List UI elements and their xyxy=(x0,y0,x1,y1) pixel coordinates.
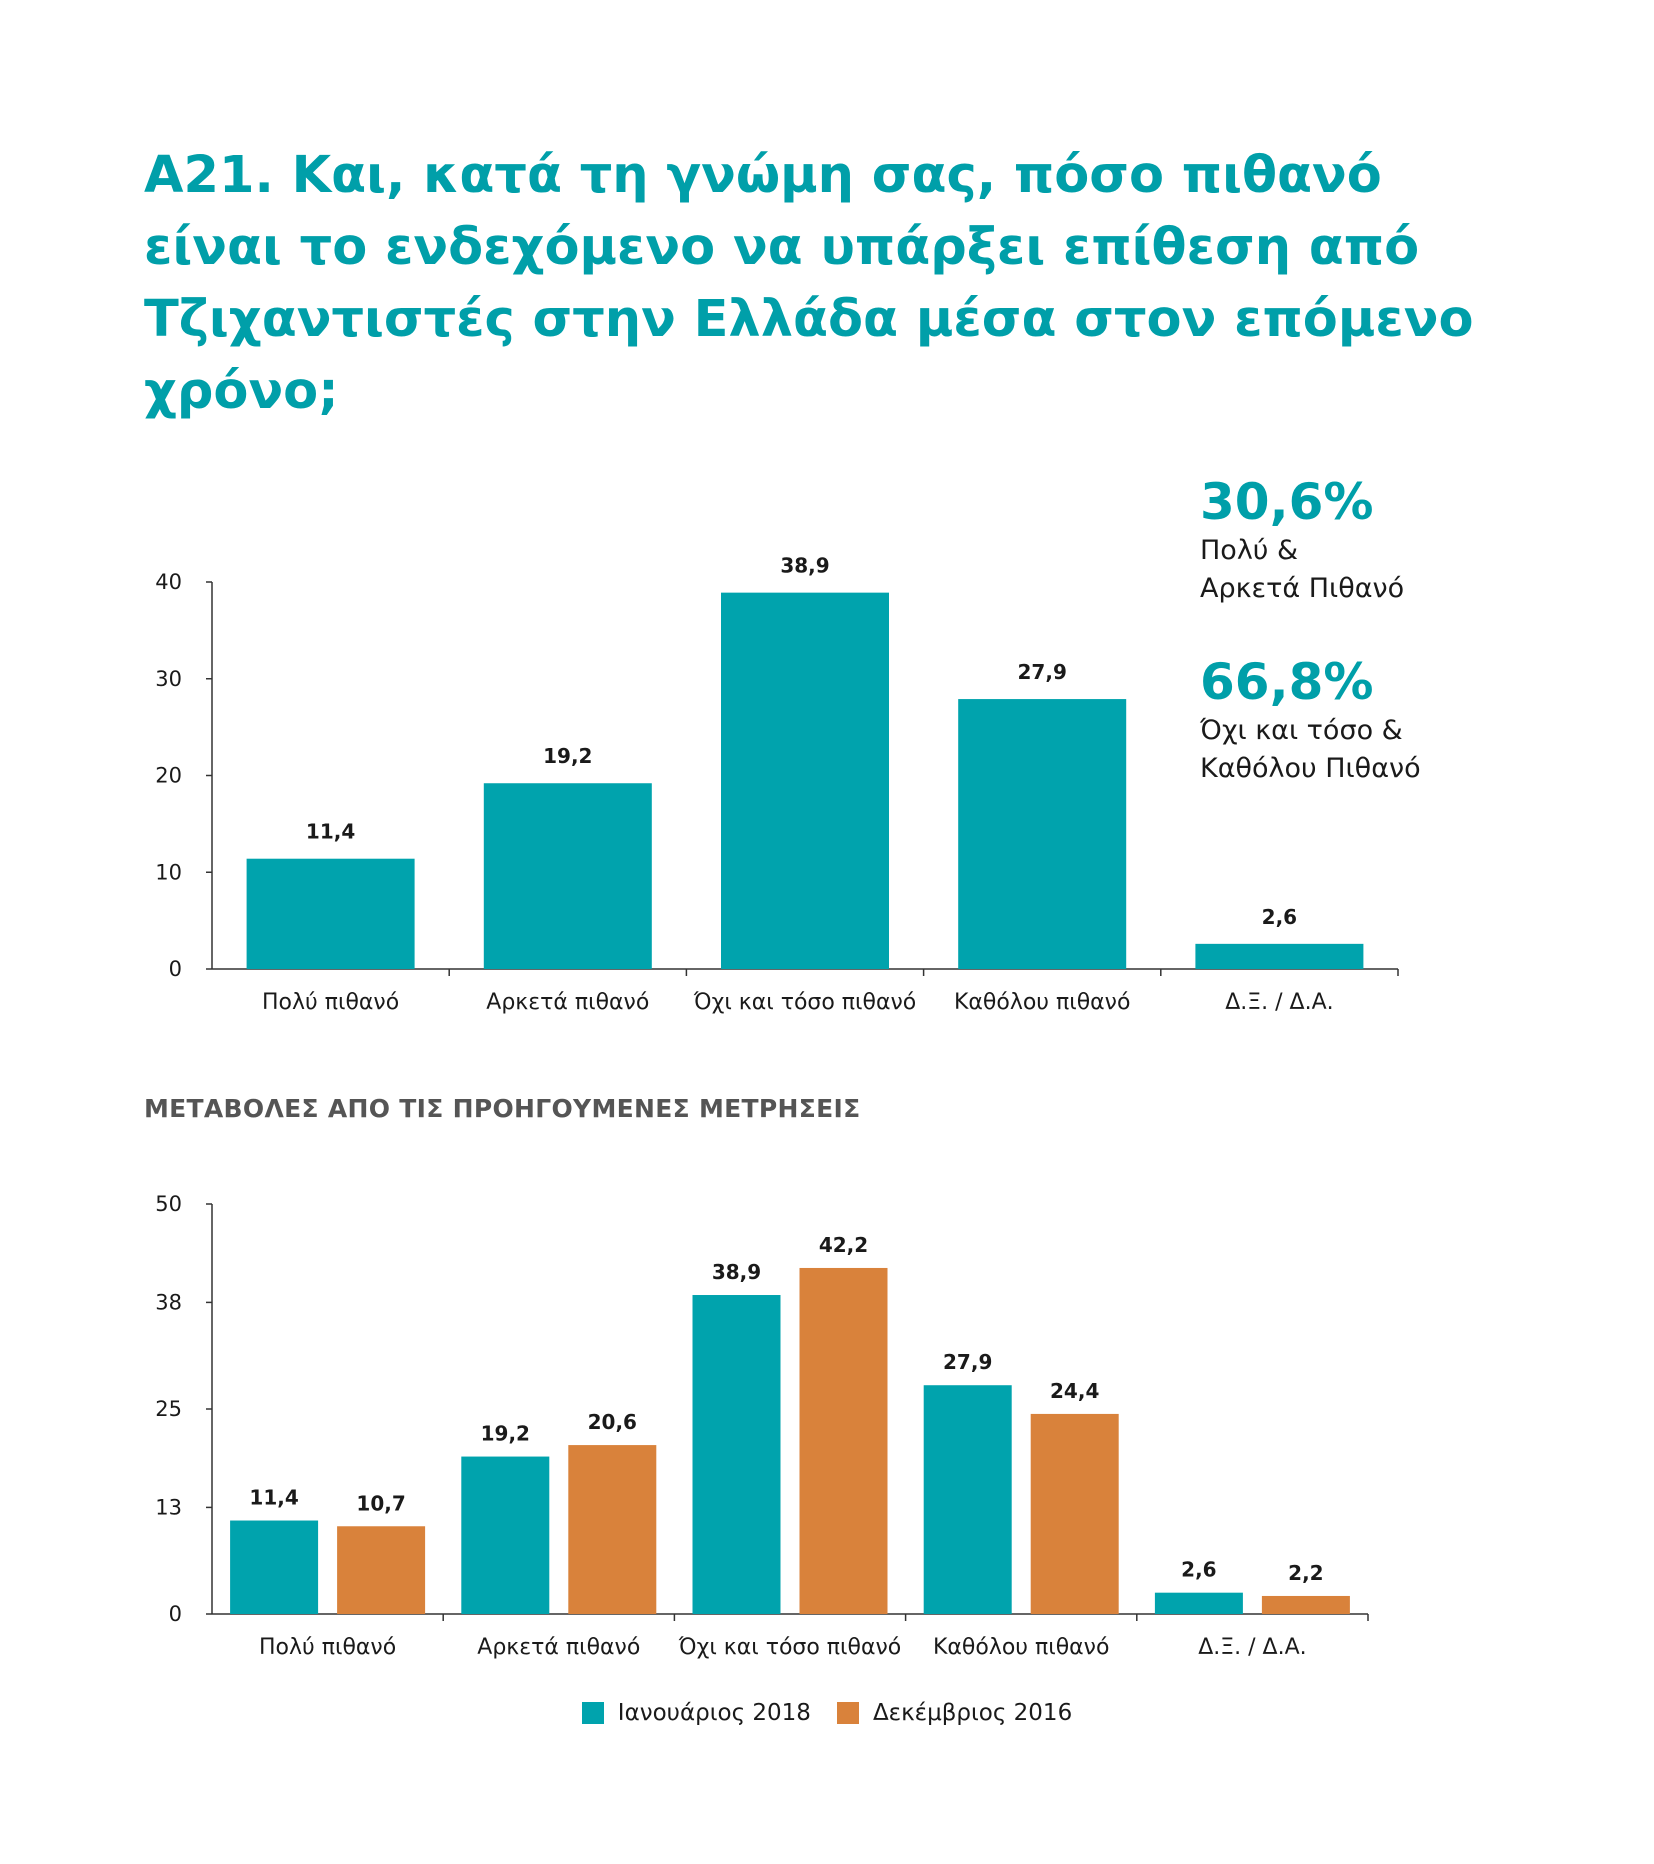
chart1-y-tick-label: 0 xyxy=(168,957,182,981)
summary-unlikely-label-line: Καθόλου Πιθανό xyxy=(1200,753,1421,784)
legend-swatch-teal xyxy=(582,1702,604,1724)
chart2-category-label: Καθόλου πιθανό xyxy=(932,1635,1110,1660)
chart1-category-label: Πολύ πιθανό xyxy=(262,990,400,1015)
chart2-bar-series-2 xyxy=(1031,1414,1119,1614)
chart2-data-label: 19,2 xyxy=(480,1421,530,1446)
chart1-category-label: Δ.Ξ. / Δ.Α. xyxy=(1225,990,1334,1015)
chart2-bar-series-1 xyxy=(924,1385,1012,1614)
summary-likely-label-line: Αρκετά Πιθανό xyxy=(1200,573,1405,604)
chart2-data-label: 42,2 xyxy=(818,1232,869,1257)
chart2-data-label: 27,9 xyxy=(943,1350,993,1375)
chart2-data-label: 10,7 xyxy=(356,1491,406,1516)
chart1-category-label: Αρκετά πιθανό xyxy=(486,990,650,1015)
chart1-data-label: 11,4 xyxy=(305,819,356,844)
chart1-category-label: Καθόλου πιθανό xyxy=(953,990,1131,1015)
chart1-y-tick-label: 20 xyxy=(155,763,182,788)
chart2-data-label: 24,4 xyxy=(1050,1378,1100,1403)
chart2-y-tick-label: 50 xyxy=(155,1192,182,1216)
chart2-bar-series-1 xyxy=(1155,1593,1243,1614)
chart2-category-label: Όχι και τόσο πιθανό xyxy=(678,1635,902,1660)
chart2-bar-series-1 xyxy=(461,1457,549,1614)
chart2-category-label: Πολύ πιθανό xyxy=(259,1635,397,1660)
chart1-y-tick-label: 30 xyxy=(155,666,182,691)
chart1-category-label: Όχι και τόσο πιθανό xyxy=(693,990,917,1015)
summary-unlikely-percent: 66,8% xyxy=(1200,653,1374,711)
chart1-data-label: 2,6 xyxy=(1261,904,1298,929)
chart2-category-label: Αρκετά πιθανό xyxy=(477,1635,641,1660)
title-line: χρόνο; xyxy=(144,362,339,421)
chart2-y-tick-label: 38 xyxy=(155,1290,182,1315)
chart2-bar-series-2 xyxy=(337,1526,425,1614)
chart1-data-label: 19,2 xyxy=(543,744,593,769)
title-line: A21. Και, κατά τη γνώμη σας, πόσο πιθανό xyxy=(144,146,1382,205)
legend-label: Δεκέμβριος 2016 xyxy=(872,1700,1073,1726)
legend-label: Ιανουάριος 2018 xyxy=(617,1700,811,1726)
chart2-category-label: Δ.Ξ. / Δ.Α. xyxy=(1198,1635,1307,1660)
chart2-bar-series-2 xyxy=(800,1268,888,1614)
summary-likely-percent: 30,6% xyxy=(1200,473,1374,531)
title-line: είναι το ενδεχόμενο να υπάρξει επίθεση από xyxy=(144,218,1420,277)
chart2-data-label: 20,6 xyxy=(587,1410,637,1435)
chart1-data-label: 27,9 xyxy=(1017,660,1067,685)
chart1-y-tick-label: 40 xyxy=(155,570,182,594)
chart2-data-label: 38,9 xyxy=(711,1260,762,1285)
title-line: Τζιχαντιστές στην Ελλάδα μέσα στον επόμενο xyxy=(144,290,1474,349)
legend-item-jan-2018 xyxy=(582,1700,811,1726)
chart2-bar-series-2 xyxy=(1262,1596,1350,1614)
summary-unlikely-label-line: Όχι και τόσο & xyxy=(1200,715,1403,746)
chart2-bar-series-2 xyxy=(568,1445,656,1614)
legend-item-dec-2016 xyxy=(837,1700,1072,1726)
chart2-data-label: 11,4 xyxy=(249,1485,299,1510)
summary-likely-label-line: Πολύ & xyxy=(1200,535,1299,566)
chart2-y-tick-label: 13 xyxy=(155,1495,182,1520)
chart-legend xyxy=(0,1700,1654,1726)
chart1-data-label: 38,9 xyxy=(780,553,830,578)
chart2-data-label: 2,2 xyxy=(1288,1560,1324,1585)
chart2-y-tick-label: 25 xyxy=(155,1397,182,1421)
legend-swatch-orange xyxy=(837,1702,859,1724)
chart2-y-tick-label: 0 xyxy=(168,1602,182,1626)
chart2-bar-series-1 xyxy=(230,1521,318,1614)
chart2-data-label: 2,6 xyxy=(1181,1557,1217,1582)
section-title: ΜΕΤΑΒΟΛΕΣ ΑΠΟ ΤΙΣ ΠΡΟΗΓΟΥΜΕΝΕΣ ΜΕΤΡΗΣΕΙΣ xyxy=(144,1094,861,1123)
chart2-bar-series-1 xyxy=(693,1295,781,1614)
chart1-y-tick-label: 10 xyxy=(155,860,182,885)
